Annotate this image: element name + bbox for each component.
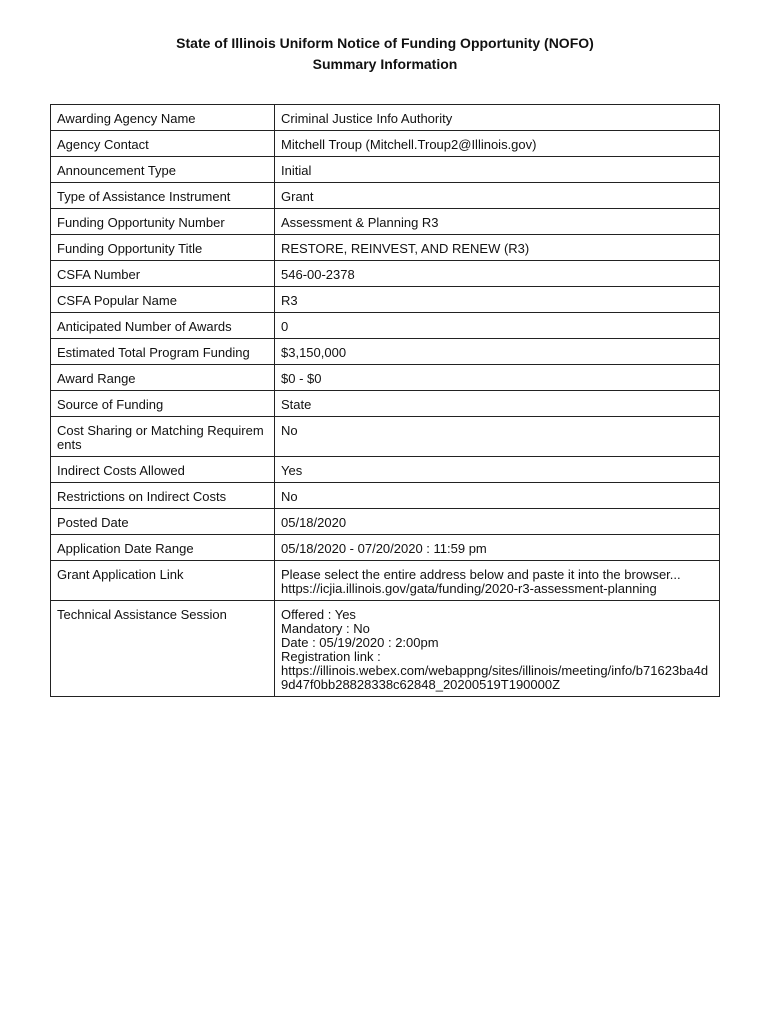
row-value: 05/18/2020 xyxy=(275,509,720,535)
row-value: 0 xyxy=(275,313,720,339)
row-value: Mitchell Troup (Mitchell.Troup2@Illinois.gov) xyxy=(275,131,720,157)
technical-assistance-details: Offered : Yes Mandatory : No Date : 05/19/2020 : 2:00pm Registration link : https://illinois.webex.com/webappng/sites/illinois/meeting/info/b71623ba4d9d47f0bb28828338c62848_20200519T190000Z xyxy=(275,601,720,697)
table-row xyxy=(51,535,720,561)
table-row xyxy=(51,391,720,417)
table-row xyxy=(51,365,720,391)
row-label: Award Range xyxy=(51,365,275,391)
row-value: Initial xyxy=(275,157,720,183)
row-value: RESTORE, REINVEST, AND RENEW (R3) xyxy=(275,235,720,261)
grant-application-link-text: Please select the entire address below and paste it into the browser... https://icjia.illinois.gov/gata/funding/2020-r3-assessment-planning xyxy=(275,561,720,601)
row-label: Anticipated Number of Awards xyxy=(51,313,275,339)
row-value: State xyxy=(275,391,720,417)
row-label: Estimated Total Program Funding xyxy=(51,339,275,365)
row-label: Agency Contact xyxy=(51,131,275,157)
table-row xyxy=(51,157,720,183)
row-value: No xyxy=(275,483,720,509)
row-label: CSFA Popular Name xyxy=(51,287,275,313)
row-value: Grant xyxy=(275,183,720,209)
table-row xyxy=(51,313,720,339)
title-line-2: Summary Information xyxy=(312,56,458,72)
page-title xyxy=(0,33,770,75)
table-row xyxy=(51,509,720,535)
row-label: Funding Opportunity Title xyxy=(51,235,275,261)
row-value: 546-00-2378 xyxy=(275,261,720,287)
row-label: Funding Opportunity Number xyxy=(51,209,275,235)
table-row xyxy=(51,417,720,457)
row-value: Yes xyxy=(275,457,720,483)
table-row xyxy=(51,287,720,313)
row-value: 05/18/2020 - 07/20/2020 : 11:59 pm xyxy=(275,535,720,561)
row-label: Awarding Agency Name xyxy=(51,105,275,131)
table-row xyxy=(51,105,720,131)
table-row xyxy=(51,261,720,287)
table-row xyxy=(51,183,720,209)
table-row xyxy=(51,457,720,483)
row-value: Assessment & Planning R3 xyxy=(275,209,720,235)
row-value: $0 - $0 xyxy=(275,365,720,391)
row-value: Criminal Justice Info Authority xyxy=(275,105,720,131)
table-row xyxy=(51,561,720,601)
row-value: R3 xyxy=(275,287,720,313)
row-label: Source of Funding xyxy=(51,391,275,417)
table-row xyxy=(51,601,720,697)
title-line-1: State of Illinois Uniform Notice of Funding Opportunity (NOFO) xyxy=(176,35,594,51)
row-value: No xyxy=(275,417,720,457)
table-row xyxy=(51,483,720,509)
row-label: CSFA Number xyxy=(51,261,275,287)
row-label: Posted Date xyxy=(51,509,275,535)
table-row xyxy=(51,209,720,235)
row-label: Type of Assistance Instrument xyxy=(51,183,275,209)
table-row xyxy=(51,235,720,261)
row-label: Restrictions on Indirect Costs xyxy=(51,483,275,509)
row-label: Application Date Range xyxy=(51,535,275,561)
row-label: Cost Sharing or Matching Requirements xyxy=(51,417,275,457)
row-value: $3,150,000 xyxy=(275,339,720,365)
table-row xyxy=(51,131,720,157)
table-row xyxy=(51,339,720,365)
nofo-summary-table xyxy=(50,104,720,697)
row-label: Indirect Costs Allowed xyxy=(51,457,275,483)
row-label: Technical Assistance Session xyxy=(51,601,275,697)
row-label: Announcement Type xyxy=(51,157,275,183)
row-label: Grant Application Link xyxy=(51,561,275,601)
